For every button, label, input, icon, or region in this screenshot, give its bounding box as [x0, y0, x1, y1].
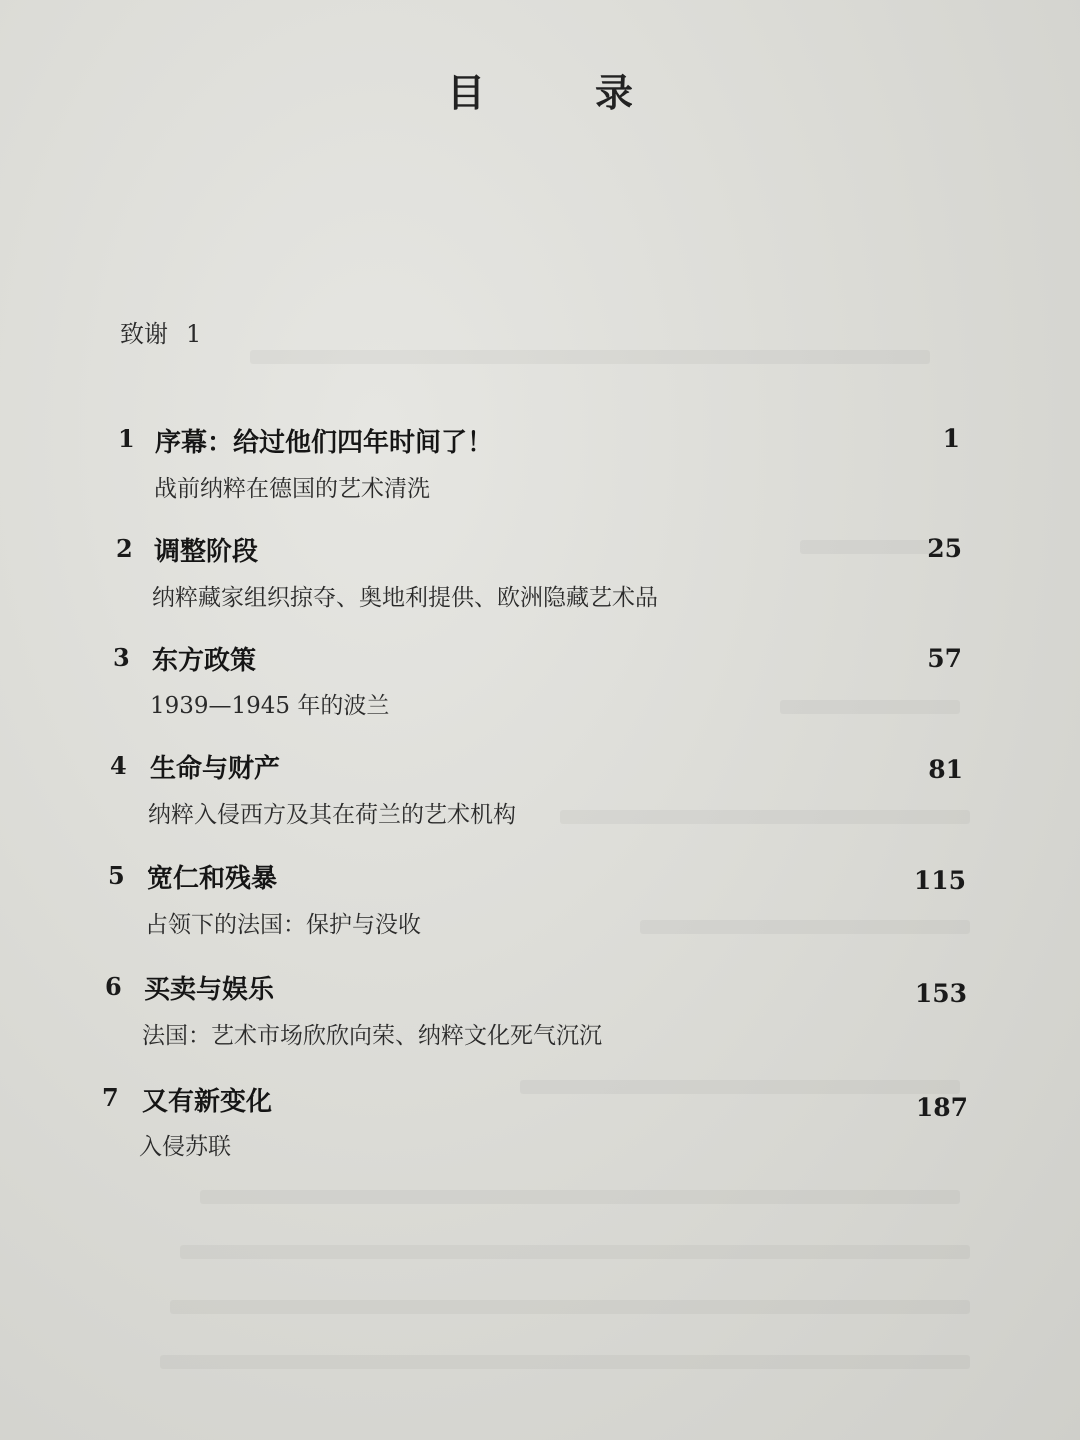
chapter-page: 25 [927, 534, 962, 563]
chapter-title: 买卖与娱乐 [144, 975, 275, 1005]
chapter-number: 6 [105, 972, 122, 1001]
chapter-number: 7 [102, 1083, 119, 1112]
chapter-subtitle: 法国：艺术市场欣欣向荣、纳粹文化死气沉沉 [142, 1023, 602, 1049]
show-through-text [170, 1300, 970, 1314]
chapter-number: 2 [116, 534, 133, 563]
chapter-number: 3 [113, 643, 130, 672]
acknowledgements-page: 1 [186, 320, 202, 348]
chapter-page: 57 [927, 644, 962, 673]
chapter-subtitle: 入侵苏联 [139, 1134, 231, 1160]
chapter-title: 宽仁和残暴 [147, 864, 278, 894]
show-through-text [160, 1355, 970, 1369]
chapter-page: 187 [915, 1093, 968, 1122]
page-title: 目 录 [446, 70, 669, 115]
chapter-title: 东方政策 [152, 646, 257, 676]
acknowledgements-entry[interactable] [120, 314, 201, 349]
chapter-subtitle: 纳粹藏家组织掠夺、奥地利提供、欧洲隐藏艺术品 [152, 585, 658, 611]
show-through-text [250, 350, 930, 364]
chapter-subtitle: 占领下的法国：保护与没收 [145, 912, 421, 938]
chapter-number: 4 [110, 751, 127, 780]
acknowledgements-label: 致谢 [120, 320, 168, 348]
chapter-subtitle: 1939—1945 年的波兰 [150, 693, 390, 719]
show-through-text [780, 700, 960, 714]
show-through-text [200, 1190, 960, 1204]
show-through-text [560, 810, 970, 824]
chapter-number: 1 [118, 424, 135, 453]
chapter-title: 调整阶段 [154, 537, 259, 567]
chapter-title: 序幕：给过他们四年时间了！ [155, 428, 494, 458]
chapter-number: 5 [108, 861, 125, 890]
chapter-subtitle: 战前纳粹在德国的艺术清洗 [154, 476, 430, 502]
chapter-page: 115 [913, 866, 966, 895]
chapter-subtitle: 纳粹入侵西方及其在荷兰的艺术机构 [148, 802, 516, 828]
chapter-page: 81 [928, 755, 963, 784]
chapter-title: 又有新变化 [142, 1087, 273, 1117]
chapter-page: 1 [942, 424, 960, 453]
chapter-title: 生命与财产 [150, 754, 281, 784]
show-through-text [640, 920, 970, 934]
chapter-page: 153 [914, 979, 967, 1008]
show-through-text [180, 1245, 970, 1259]
show-through-text [520, 1080, 960, 1094]
